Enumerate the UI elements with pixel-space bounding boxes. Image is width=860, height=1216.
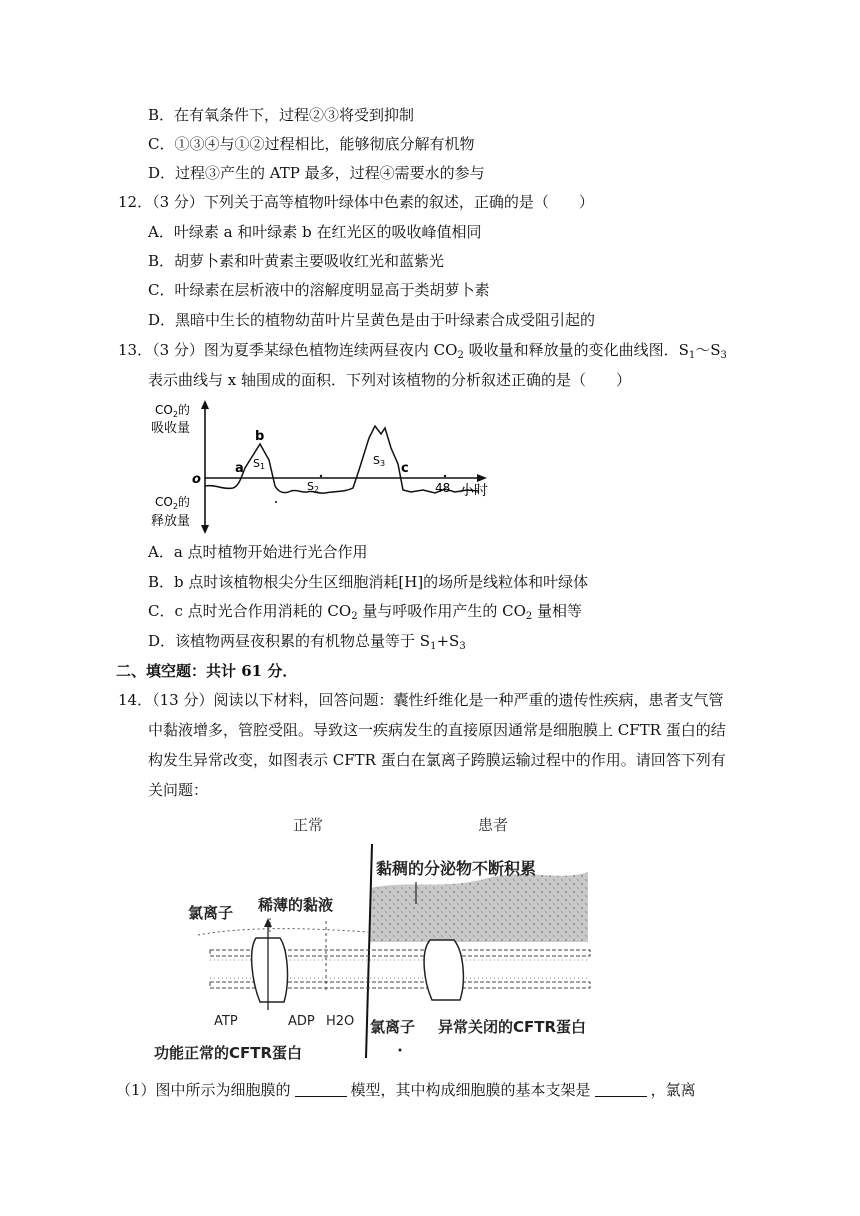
q13-option-d: D．该植物两昼夜积累的有机物总量等于 $S_1+S_3$ [148, 632, 466, 652]
thick-mucus [370, 872, 588, 942]
closed-cftr-protein [424, 940, 463, 1000]
tick-dot [320, 475, 322, 477]
answer-blank-1[interactable] [295, 1082, 347, 1097]
tick-dot-48 [444, 475, 446, 477]
q13-stem-line1: 13．（3 分）图为夏季某绿色植物连续两昼夜内 $CO_2$ 吸收量和释放量的变化曲线图．$S_1\sim S_3$ [118, 341, 727, 361]
q12-option-a: A．叶绿素 a 和叶绿素 b 在红光区的吸收峰值相同 [148, 223, 482, 241]
label-chloride-bottom: 氯离子 [370, 1018, 416, 1036]
cftr-membrane-figure [148, 810, 748, 1070]
mucus-dotted-line [198, 929, 368, 935]
q14-line3: 构发生异常改变，如图表示 CFTR 蛋白在氯离子跨膜运输过程中的作用。请回答下列有 [148, 751, 726, 769]
s2-label: S2 [307, 480, 320, 494]
s1-label: S1 [253, 457, 266, 471]
answer-blank-2[interactable] [595, 1082, 647, 1097]
point-a-label: a [235, 461, 244, 476]
tick-48-label: 48 [435, 481, 451, 495]
normal-cftr-protein [252, 938, 288, 1002]
q14-line4: 关问题： [148, 781, 209, 799]
origin-label: o [192, 472, 201, 487]
q14-sub1: （1）图中所示为细胞膜的 模型，其中构成细胞膜的基本支架是 ，氯离 [116, 1081, 696, 1099]
stray-dot [275, 501, 277, 503]
ylabel-top-line1: $CO_2$的 [155, 403, 190, 419]
q11-option-c: C．①③④与①②过程相比，能够彻底分解有机物 [148, 135, 475, 153]
q14-line1: 14．（13 分）阅读以下材料，回答问题：囊性纤维化是一种严重的遗传性疾病，患者支气管 [118, 691, 724, 709]
ylabel-bottom-line1: $CO_2$的 [155, 495, 190, 511]
ylabel-bottom-line2: 释放量 [151, 514, 191, 529]
label-normal: 正常 [293, 816, 324, 834]
q13-option-b: B．b 点时该植物根尖分生区细胞消耗[H]的场所是线粒体和叶绿体 [148, 573, 589, 591]
label-adp: ADP [288, 1014, 315, 1029]
stray-dot-2 [399, 1049, 402, 1052]
co2-curve-chart [145, 398, 510, 536]
q12-option-d: D．黑暗中生长的植物幼苗叶片呈黄色是由于叶绿素合成受阻引起的 [148, 311, 596, 329]
q12-option-b: B．胡萝卜素和叶黄素主要吸收红光和蓝紫光 [148, 252, 445, 270]
label-patient: 患者 [478, 816, 509, 834]
q11-option-d: D．过程③产生的 ATP 最多，过程④需要水的参与 [148, 164, 485, 182]
q13-option-a: A．a 点时植物开始进行光合作用 [148, 543, 368, 561]
y-axis-arrow-down [201, 525, 209, 534]
label-thin-mucus: 稀薄的黏液 [258, 896, 334, 914]
x-axis-arrow [477, 474, 487, 482]
label-atp: ATP [214, 1014, 238, 1029]
xlabel: 小时 [460, 483, 488, 499]
q12-stem: 12．（3 分）下列关于高等植物叶绿体中色素的叙述，正确的是（ ） [118, 193, 594, 211]
label-h2o: H2O [326, 1014, 355, 1029]
point-b-label: b [255, 429, 265, 444]
label-normal-cftr: 功能正常的CFTR蛋白 [154, 1044, 303, 1062]
q11-option-b: B．在有氧条件下，过程②③将受到抑制 [148, 106, 415, 124]
ylabel-top-line2: 吸收量 [151, 421, 191, 436]
label-thick-mucus: 黏稠的分泌物不断积累 [376, 859, 537, 878]
s3-label: S3 [373, 454, 386, 468]
point-c-label: c [401, 461, 409, 476]
label-closed-cftr: 异常关闭的CFTR蛋白 [438, 1018, 587, 1036]
section-heading: 二、填空题：共计 61 分． [116, 662, 298, 680]
chloride-flow-arrowhead [264, 918, 272, 927]
label-chloride-top: 氯离子 [188, 904, 234, 922]
q14-line2: 中黏液增多，管腔受阻。导致这一疾病发生的直接原因通常是细胞膜上 CFTR 蛋白的结 [148, 721, 726, 739]
q13-stem-line2: 表示曲线与 x 轴围成的面积．下列对该植物的分析叙述正确的是（ ） [148, 371, 631, 389]
q13-option-c: C．c 点时光合作用消耗的 $CO_2$ 量与呼吸作用产生的 $CO_2$ 量相等 [148, 602, 583, 622]
q12-option-c: C．叶绿素在层析液中的溶解度明显高于类胡萝卜素 [148, 281, 490, 299]
y-axis-arrow-up [201, 400, 209, 409]
